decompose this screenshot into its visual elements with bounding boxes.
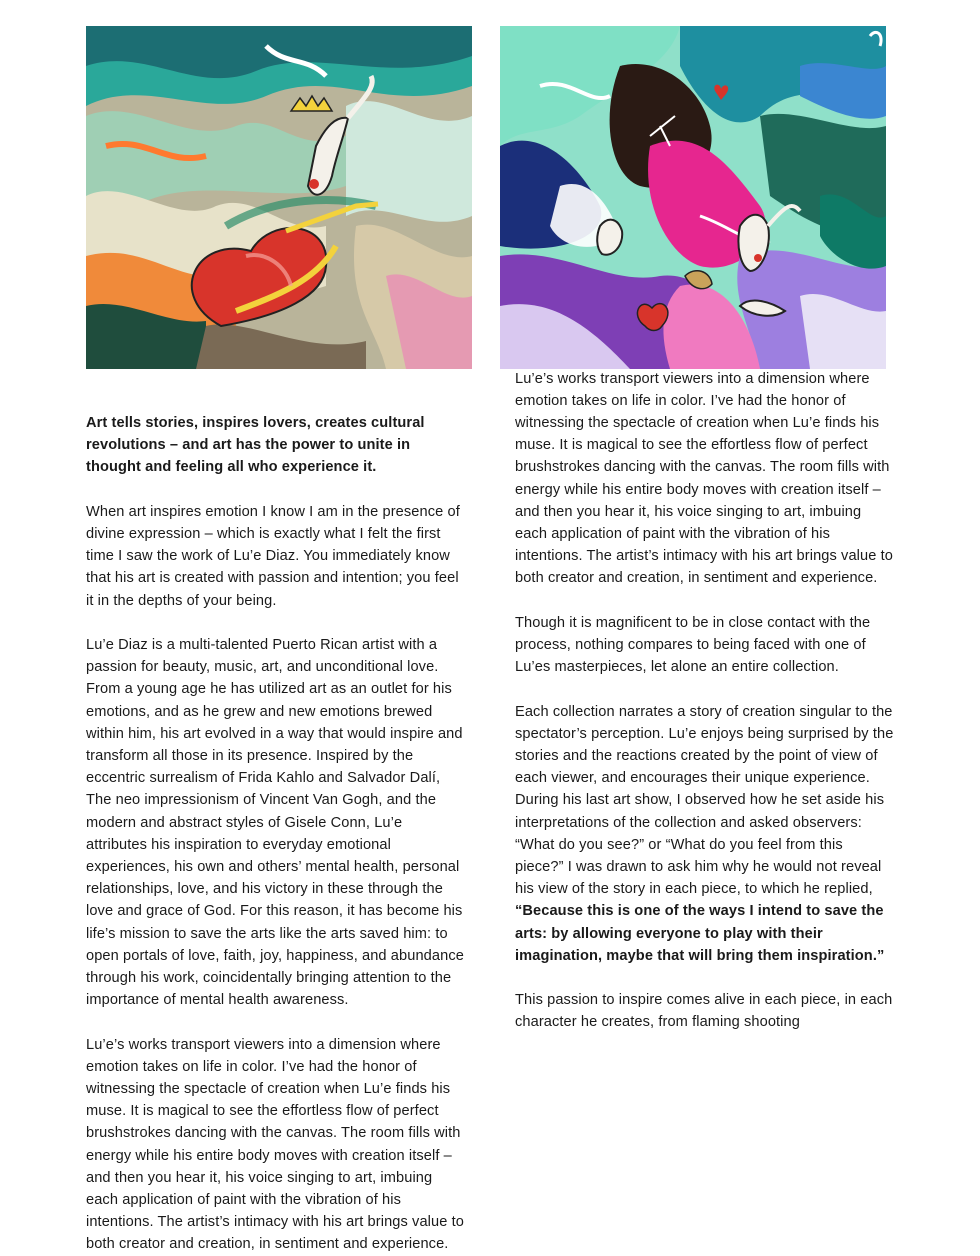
paragraph-text: Each collection narrates a story of creation singular to the spectator’s perception. Lu’e enjoys being surprised by the stories and the reactions created by the point of view of each viewer, and encourages their unique experience. During his last art show, I observed how he set aside his interpretations of the collection and asked observers: “What do you see?” or “What do you feel from this piece?” I was drawn to ask him why he would not reveal his view of the story in each piece, to which he replied, (515, 703, 894, 898)
article-column-left (86, 412, 466, 1253)
paragraph: This passion to inspire comes alive in each piece, in each character he creates, from flaming shooting (515, 992, 893, 1031)
paragraph: Though it is magnificent to be in close contact with the process, nothing compares to being faced with one of Lu’es masterpieces, let alone an entire collection. (515, 614, 871, 676)
paragraph-continued: Lu’e’s works transport viewers into a dimension where emotion takes on life in color. I’ve had the honor of witnessing the spectacle of creation when Lu’e finds his muse. It is magical to see the effortless flow of perfect brushstrokes dancing with the canvas. The room fills with energy while his entire body moves with creation itself – and then you hear it, his voice singing to art, imbuing each application of paint with the vibration of his intentions. The artist’s intimacy with his art brings value to both creator and creation, in sentiment and experience. (86, 1036, 464, 1253)
lead-paragraph: Art tells stories, inspires lovers, creates cultural revolutions – and art has the power to unite in thought and feeling all who experience it. (86, 415, 425, 476)
paragraph: When art inspires emotion I know I am in the presence of divine expression – which is exactly what I felt the first time I saw the work of Lu’e Diaz. You immediately know that his art is created with passion and intention; you feel it in the depths of your being. (86, 503, 460, 609)
paragraph: Lu’e’s works transport viewers into a dimension where emotion takes on life in color. I’ve had the honor of witnessing the spectacle of creation when Lu’e finds his muse. It is magical to see the effortless flow of perfect brushstrokes dancing with the canvas. The room fills with energy while his entire body moves with creation itself – and then you hear it, his voice singing to art, imbuing each application of paint with the vibration of his intentions. The artist’s intimacy with his art brings value to both creator and creation, in sentiment and experience. (515, 370, 893, 587)
artist-quote: “Because this is one of the ways I intend to save the arts: by allowing everyone to play with their imagination, maybe that will bring them inspiration.” (515, 903, 885, 964)
paragraph (515, 701, 895, 967)
painting-heart-image (86, 26, 472, 369)
paragraph-continuation (515, 370, 895, 590)
heart-painting-icon (86, 26, 472, 369)
article-column-right (515, 370, 895, 1056)
painting-creatures-image (500, 26, 886, 369)
paragraph: Lu’e Diaz is a multi-talented Puerto Rican artist with a passion for beauty, music, art, and unconditional love. From a young age he has utilized art as an outlet for his emotions, and as he grew and new emotions brewed within him, his art evolved in a way that would inspire and transform all those in its presence. Inspired by the eccentric surrealism of Frida Kahlo and Salvador Dalí, The neo impressionism of Vincent Van Gogh, and the modern and abstract styles of Gisele Conn, Lu’e attributes his inspiration to everyday emotional experiences, his own and others’ mental health, personal relationships, love, and his victory in these through the love and grace of God. For this reason, it has become his life’s mission to save the arts like the arts saved him: to open portals of love, faith, joy, happiness, and abundance through his work, coincidentally bringing attention to the importance of mental health awareness. (86, 637, 464, 1009)
creatures-painting-icon (500, 26, 886, 369)
